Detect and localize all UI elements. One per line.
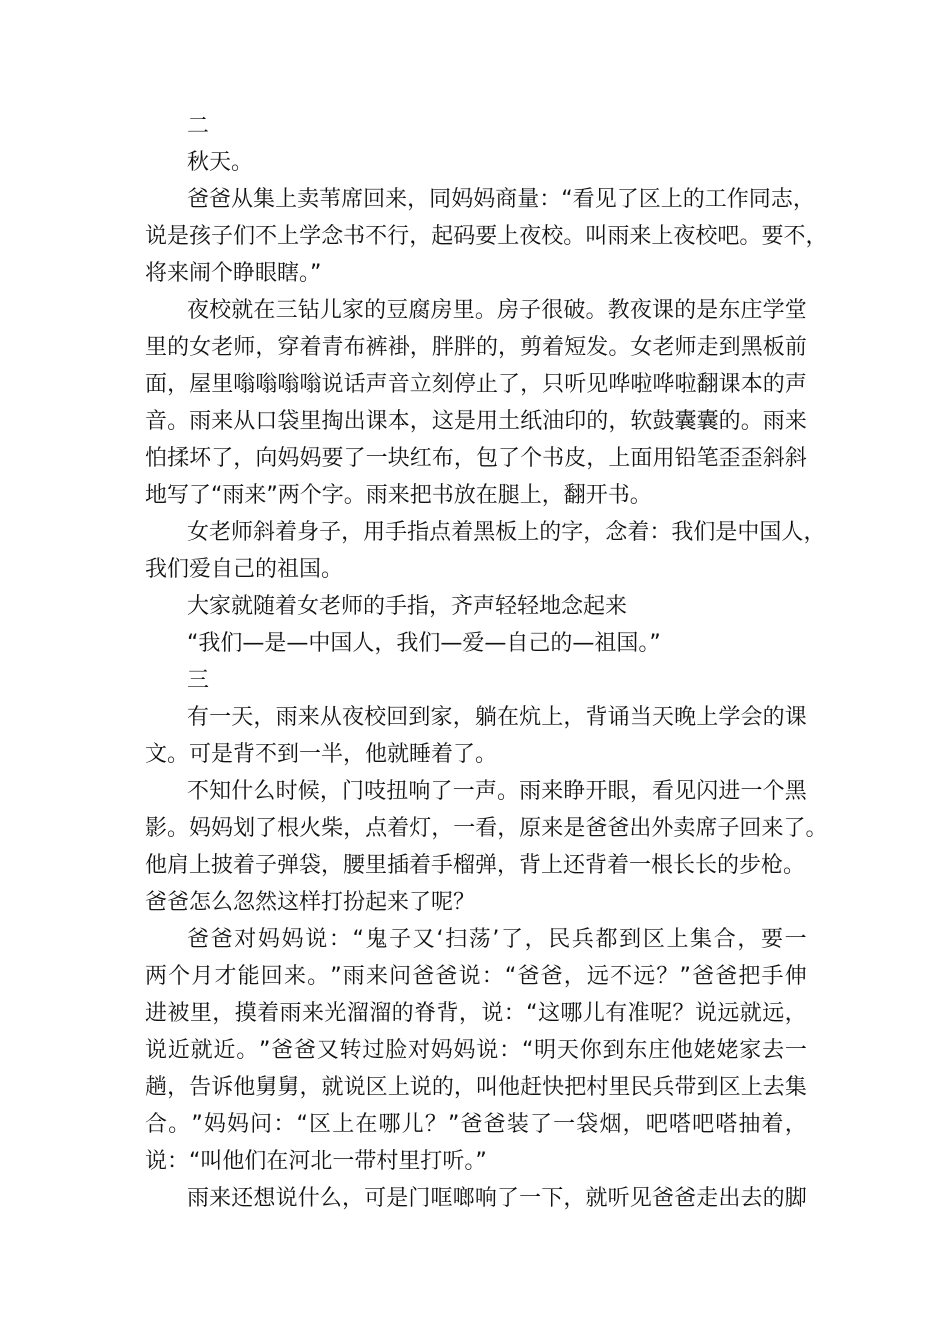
text-line: 合 。 ” 妈 妈 问 ： “ 区 上 在 哪 儿 ？ ” 爸 爸 装 了 一 袋 烟 ， 吧 嗒 吧 嗒 抽 着 ， (145, 1112, 807, 1137)
text-line: 爸 爸 从 集 上 卖 苇 席 回 来 ， 同 妈 妈 商 量 ： “ 看 见 了 区 上 的 工 作 同 志 ， (187, 187, 815, 212)
text-line: 进 被 里 ， 摸 着 雨 来 光 溜 溜 的 脊 背 ， 说 ： “ 这 哪 儿 有 准 呢 ？ 说 远 就 远 ， (145, 1001, 807, 1026)
section-heading: 三 (187, 668, 210, 693)
text-line: 雨 来 还 想 说 什 么 ， 可 是 门 哐 啷 响 了 一 下 ， 就 听 见 爸 爸 走 出 去 的 脚 (187, 1186, 807, 1211)
text-line: 将来闹个睁眼瞎。” (145, 261, 322, 286)
text-line: 说 近 就 近 。 ” 爸 爸 又 转 过 脸 对 妈 妈 说 ： “ 明 天 你 到 东 庄 他 姥 姥 家 去 一 (145, 1038, 807, 1063)
text-line: 我们爱自己的祖国。 (145, 557, 344, 582)
text-line: 怕 揉 坏 了 ， 向 妈 妈 要 了 一 块 红 布 ， 包 了 个 书 皮 ， 上 面 用 铅 笔 歪 歪 斜 斜 (145, 446, 807, 471)
text-line: 音 。 雨 来 从 口 袋 里 掏 出 课 本 ， 这 是 用 土 纸 油 印 的 ， 软 鼓 囊 囊 的 。 雨 来 (145, 409, 807, 434)
text-line: 说 是 孩 子 们 不 上 学 念 书 不 行 ， 起 码 要 上 夜 校 。 叫 雨 来 上 夜 校 吧 。 要 不 ， (145, 224, 828, 249)
text-line: 影 。 妈 妈 划 了 根 火 柴 ， 点 着 灯 ， 一 看 ， 原 来 是 爸 爸 出 外 卖 席 子 回 来 了 。 (145, 816, 828, 841)
text-line: 地写了“雨来”两个字。雨来把书放在腿上，翻开书。 (145, 483, 652, 508)
text-line: 不 知 什 么 时 候 ， 门 吱 扭 响 了 一 声 。 雨 来 睁 开 眼 ， 看 见 闪 进 一 个 黑 (187, 779, 807, 804)
section-heading: 二 (187, 114, 210, 139)
text-line: 里 的 女 老 师 ， 穿 着 青 布 裤 褂 ， 胖 胖 的 ， 剪 着 短 发 。 女 老 师 走 到 黑 板 前 (145, 335, 807, 360)
text-line: “我们—是—中国人，我们—爱—自己的—祖国。” (187, 631, 661, 656)
text-line: 大家就随着女老师的手指，齐声轻轻地念起来 (187, 594, 628, 619)
text-line: 两 个 月 才 能 回 来 。 ” 雨 来 问 爸 爸 说 ： “ 爸 爸 ， 远 不 远 ？ ” 爸 爸 把 手 伸 (145, 964, 807, 989)
text-line: 趟 ， 告 诉 他 舅 舅 ， 就 说 区 上 说 的 ， 叫 他 赶 快 把 村 里 民 兵 带 到 区 上 去 集 (145, 1075, 807, 1100)
text-line: 他肩上披着子弹袋，腰里插着手榴弹，背上还背着一根长长的步枪。 (145, 853, 806, 878)
text-line: 面 ， 屋 里 嗡 嗡 嗡 嗡 说 话 声 音 立 刻 停 止 了 ， 只 听 见 哗 啦 哗 啦 翻 课 本 的 声 (145, 372, 807, 397)
text-line: 说：“叫他们在河北一带村里打听。” (145, 1149, 487, 1174)
text-line: 有 一 天 ， 雨 来 从 夜 校 回 到 家 ， 躺 在 炕 上 ， 背 诵 当 天 晚 上 学 会 的 课 (187, 705, 807, 730)
text-line: 秋天。 (187, 150, 254, 175)
text-line: 爸 爸 对 妈 妈 说 ： “ 鬼 子 又 ‘ 扫 荡 ’ 了 ， 民 兵 都 到 区 上 集 合 ， 要 一 (187, 927, 807, 952)
text-line: 文。可是背不到一半，他就睡着了。 (145, 742, 498, 767)
text-line: 夜 校 就 在 三 钻 儿 家 的 豆 腐 房 里 。 房 子 很 破 。 教 夜 课 的 是 东 庄 学 堂 (187, 298, 807, 323)
text-line: 女 老 师 斜 着 身 子 ， 用 手 指 点 着 黑 板 上 的 字 ， 念 着 ： 我 们 是 中 国 人 ， (187, 520, 826, 545)
text-line: 爸爸怎么忽然这样打扮起来了呢？ (145, 890, 476, 915)
